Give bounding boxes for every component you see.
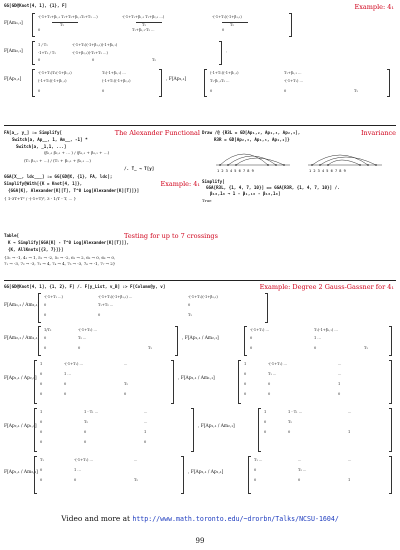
result-line: {3₁ → -1, 4₁ → 1, 5₁ → -2, 5₂ → -2, 6₁ → 2, 6₂ → 0, 6₃ → 0, — [4, 255, 116, 260]
code-line: Draw /@ {R3L = GD[Ap₁,₂, Ap₁,₃, Ap₂,₃], — [202, 130, 301, 135]
code-line: Switch[a, Ap__, 1, Am__, -1] * — [12, 137, 88, 142]
row-label: F[Am₂,₁] — [4, 49, 23, 54]
section-divider — [4, 280, 396, 281]
testing-title: Testing for up to 7 crossings — [124, 232, 218, 240]
alexander-functional-title: The Alexander Functional — [114, 129, 200, 137]
matrix-row-3: F[Ap₁,₁ / Ap₂,₁] 1 -(-1+T₁) ... ... 0 1 ... 0 0 T₂ 0 0 0 , F[Ap₂,₁ / Am₁,₁] 1 -(-1+T₁) ... ... 0 T₁ ... ... 0 0 1 0 0 0 — [4, 360, 396, 404]
matrix-row-2: F[Am₂,₁ / Am₁,₁] 1/T₃ -(-1+T₂) ... 0 T₂ ... 0 0 T₃ , F[Ap₁,₁ / Am₂,₁] -(-1+T₁) ... T₁(-1+β₁,₁) ... 0 1 ... 0 0 T₃ — [4, 326, 396, 356]
r3r-diagram — [306, 143, 386, 175]
code-line: Simplify@With[{K = Knot[4, 1]}, — [4, 181, 83, 186]
matrix: -(-1+T₁+β₁,₁ T₁+T₂+β₁,₁T₂+T₃ ...) T₃ -(-1+T₁+β₁,₁ T₁+β₂,₁ ...) T₃ -(-1+T₁)(-1+β₁,₁) T₂ 0 T₁+β₁,₁-T₂ ... 0 — [32, 13, 292, 37]
row-label: F[Am₁,₁] — [4, 21, 23, 26]
section-divider — [4, 125, 396, 126]
example-41-title-2: Example: 4₁ — [160, 180, 200, 188]
code-line: {GGA[K], Alexander[K][T], T^0 Log[Alexander[K][T]]}] — [8, 188, 140, 193]
result-line: { 1-3T+T² / -(-1+T)², 3 - 1/T - T, ... } — [4, 196, 77, 201]
page-number: 99 — [195, 537, 205, 545]
row-label: F[Am₁,₁ / Am₂,₁] — [4, 303, 40, 308]
section-alexander-functional: The Alexander Functional FA[a_, y_] := Simplify[ Switch[a, Ap__, 1, Am__, -1] * Switch[a, _1,1, ...] (β₁,₁ β₂,₁ + ... ) / (β₁,₁ + β₂,₁ + ...) (T₁ β₁,₁ + ...) / (T₁ + β₁,₁ + β₂,₁ ...) /. T_ → T[y] GGA[X__, ldc___] := GG[GD@X, {1}, FA, ldc]; — [4, 129, 200, 179]
gg-code-line: GG[GD@Knot[4, 1], {1, 2}, F] /. F[y_List, v_B] :> F[Column@y, v] — [4, 284, 166, 289]
gg-code-line: GG[GD@Knot[4, 1], {1}, F] — [4, 3, 68, 8]
matrix-row-1 — [4, 13, 304, 37]
r3l-diagram — [214, 143, 294, 175]
tick-labels: 1 2 3 4 5 6 7 8 9 — [217, 169, 254, 173]
matrix-row-3: F[Ap₁,₁] -(-1+T₁)T₂(-1+β₁,₁) T₂(-1+β₁,₁) ... (-1+T₂)(-1+β₁,₁) (-1+T₁)(-1+β₂,₁) 0 0 , F[Ap₂,₁] (-1+T₁)(-1+β₁,₁) T₁+β₁,₁ ... T₁-β₁,₁T₂ ... -(-1+T₁) ... 0 0 T₃ — [4, 69, 396, 93]
invariance-title: Invariance — [360, 129, 396, 137]
tick-labels: 1 2 3 4 5 6 7 8 9 — [309, 169, 346, 173]
row-label: F[Ap₁,₁ / Am₂,₁] — [4, 470, 38, 475]
result-true: True — [202, 198, 212, 203]
code-line: Table[ — [4, 233, 20, 238]
code-line: /. T_ → T[y] — [124, 166, 155, 171]
section-example-41-alexander — [4, 180, 200, 220]
code-line: {K, AllKnots[{3, 7}]}] — [8, 247, 64, 252]
matrix-row-4: F[Ap₂,₁ / Ap₁,₁] 1 1 - T₁ ... ... 0 T₂ ... 0 0 1 0 0 0 , F[Ap₁,₁ / Am₂,₁] 1 1 - T₁ ... ... 0 T₂ 0 0 1 — [4, 408, 396, 452]
matrix-row-5: F[Ap₁,₁ / Am₂,₁] T₁ -(-1+T₁) ... ... 0 1 ... 0 0 T₂ , F[Ap₂,₁ / Ap₁,₁] T₁ ... ... ... 0 T₂ ... 0 0 1 — [4, 456, 396, 494]
footer-link[interactable]: http://www.math.toronto.edu/~drorbn/Talks/NCSU-1604/ — [132, 515, 339, 523]
code-line: β₁₀,1₀ → 1 - β₁,₁₀ - β₁₀,1₀] — [210, 191, 281, 196]
result-line: 7₁ → -3, 7₂ → -3, 7₃ → 4, 7₄ → 4, 7₅ → -3, 7₆ → -1, 7₇ → 2} — [4, 261, 116, 266]
matrix: 1 / T₃ -(-1+T₂)(-1+β₁,₁)(-1+β₂,₁) -1+T₃ / T₃ -(-1+β₂,₁)(-T₂+T₃ ...) 0 0 T₂ — [32, 41, 222, 65]
section-degree2-gauss-gassner — [4, 284, 396, 500]
footer-text: Video and more at — [61, 514, 130, 523]
footer-line — [0, 514, 400, 523]
matrix-row-2: F[Am₂,₁] 1 / T₃ -(-1+T₂)(-1+β₁,₁)(-1+β₂,₁) -1+T₃ / T₃ -(-1+β₂,₁)(-T₂+T₃ ...) 0 0 T₂ , — [4, 41, 304, 65]
code-line: R3R = GD[Ap₂,₃, Ap₁,₃, Ap₁,₂]} — [214, 137, 290, 142]
code-line: GGA[X__, ldc___] := GG[GD@X, {1}, FA, ldc]; — [4, 174, 113, 179]
section-gg-example-41 — [4, 3, 396, 123]
degree2-title: Example: Degree 2 Gauss-Gassner for 4₁ — [259, 283, 394, 291]
row-label: F[Ap₁,₁] — [4, 77, 22, 82]
row-label: F[Am₂,₁ / Am₁,₁] — [4, 336, 40, 341]
code-line: GGA[R3L, {1, 4, 7, 10}] == GGA[R3R, {1, 4, 7, 10}] /. — [206, 185, 340, 190]
code-line: Simplify[ — [202, 179, 225, 184]
code-line: K → Simplify[GGA[K] - T^0 Log[Alexander[K][T]]], — [8, 240, 130, 245]
section-testing-7-crossings — [4, 232, 396, 272]
code-line: FA[a_, y_] := Simplify[ — [4, 130, 62, 135]
section-invariance — [202, 129, 396, 229]
row-label: F[Ap₂,₁ / Ap₁,₁] — [4, 424, 37, 429]
matrix: -(-1+T₁)T₂(-1+β₁,₁) T₂(-1+β₁,₁) ... (-1+T₂)(-1+β₁,₁) (-1+T₁)(-1+β₂,₁) 0 0 — [32, 69, 162, 97]
row-label: F[Ap₁,₁ / Ap₂,₁] — [4, 376, 37, 381]
matrix: (-1+T₁)(-1+β₁,₁) T₁+β₁,₁ ... T₁-β₁,₁T₂ ... -(-1+T₁) ... 0 0 T₃ — [204, 69, 390, 97]
example-41-title: Example: 4₁ — [354, 3, 394, 11]
matrix-row-1: F[Am₁,₁ / Am₂,₁] -(-1+T₁ ...) -(-1+T₁)(-1+β₁,₁) ... -(-1+T₁)(-1+β₂,₁) 0 T₁+T₂ ... 0 0 0 T₃ — [4, 293, 396, 323]
code-line: Switch[a, _1,1, ...] — [16, 144, 67, 149]
